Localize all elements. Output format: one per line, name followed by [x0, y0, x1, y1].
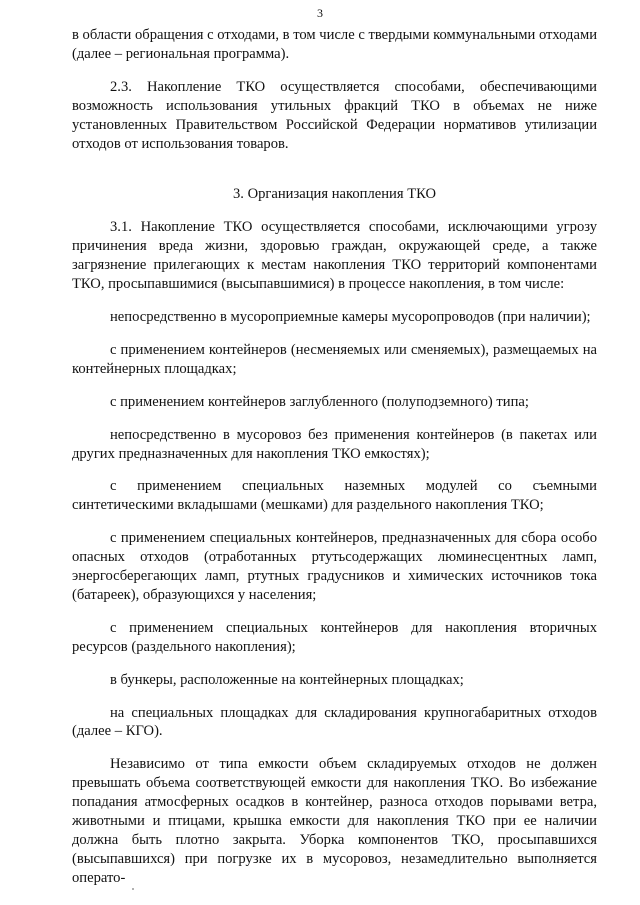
list-item-direct-truck: непосредственно в мусоровоз без применения контейнеров (в пакетах или других предназначенных для накопления ТКО емкостях);: [72, 426, 597, 462]
list-item-garbage-chute: непосредственно в мусороприемные камеры мусоропроводов (при наличии);: [110, 308, 591, 325]
list-item-bunkers: в бункеры, расположенные на контейнерных площадках;: [110, 671, 464, 688]
paragraph-2-3: 2.3. Накопление ТКО осуществляется способами, обеспечивающими возможность использования утильных фракций ТКО в объемах не ниже установленных Правительством Российской Федерации нормативов утилизации отходов от использования товаров.: [72, 78, 597, 152]
scan-dot: [132, 888, 134, 890]
list-item-containers: с применением контейнеров (несменяемых или сменяемых), размещаемых на контейнерных площадках;: [72, 341, 597, 377]
list-item-ground-modules: с применением специальных наземных модулей со съемными синтетическими вкладышами (мешками) для раздельного накопления ТКО;: [72, 478, 597, 514]
paragraph-3-1: 3.1. Накопление ТКО осуществляется способами, исключающими угрозу причинения вреда жизни, здоровью граждан, окружающей среде, а также загрязнение прилегающих к местам накопления ТКО территорий компонентами ТКО, просыпавшимися (высыпавшимися) в процессе накопления, в том числе:: [72, 219, 597, 293]
paragraph-continued: в области обращения с отходами, в том числе с твердыми коммунальными отходами (далее – региональная программа).: [72, 27, 597, 62]
list-item-underground-containers: с применением контейнеров заглубленного (полуподземного) типа;: [110, 393, 529, 410]
list-item-bulky-waste-sites: на специальных площадках для складирования крупногабаритных отходов (далее – КГО).: [72, 704, 597, 740]
section-title: 3. Организация накопления ТКО: [232, 186, 437, 203]
list-item-hazardous-containers: с применением специальных контейнеров, предназначенных для сбора особо опасных отходов (отработанных ртутьсодержащих люминесцентных ламп, энергосберегающих ламп, ртутных градусников и химических источников тока (батареек), образующихся у населения;: [72, 530, 597, 603]
paragraph-volume-rules: Независимо от типа емкости объем складируемых отходов не должен превышать объема соответствующей емкости для накопления ТКО. Во избежание попадания атмосферных осадков в контейнер, разноса отходов порывами ветра, животными и птицами, крышка емкости для накопления ТКО при ее наличии должна быть плотно закрыта. Уборка компонентов ТКО, просыпавшихся (высыпавшихся) при погрузке их в мусоровоз, незамедлительно выполняется операто-: [72, 756, 597, 886]
page-number: 3: [317, 6, 323, 20]
list-item-recyclables-containers: с применением специальных контейнеров для накопления вторичных ресурсов (раздельного накопления);: [72, 619, 597, 655]
document-body: [72, 26, 597, 902]
